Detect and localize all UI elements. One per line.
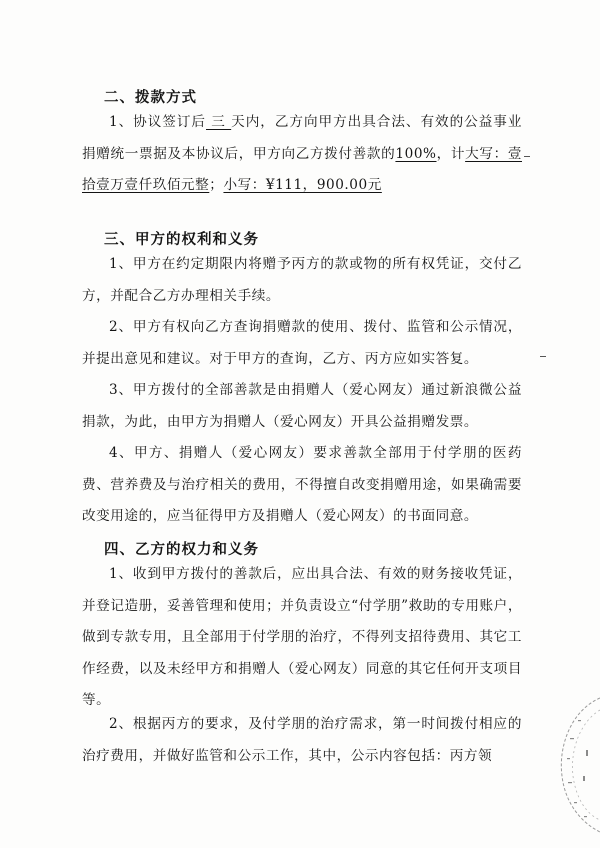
clause-3-1-text: 1、甲方在约定期限内将赠予丙方的款或物的所有权凭证，交付乙方，并配合乙方办理相关手续。 xyxy=(82,256,522,304)
section-2-paragraph-1 xyxy=(82,107,522,202)
clause-4-1-text: 1、收到甲方拨付的善款后，应出具合法、有效的财务接收凭证，并登记造册，妥善管理和使用；并负责设立“付学朋”救助的专用账户，做到专款专用，且全部用于付学朋的治疗，不得列支招待费用、其它工作经费，以及未经甲方和捐赠人（爱心网友）同意的其它任何开支项目等。 xyxy=(82,566,522,708)
section-4-paragraph-1 xyxy=(82,559,522,717)
days-blank: 三 xyxy=(206,114,232,130)
clause-3-4-text: 4、甲方、捐赠人（爱心网友）要求善款全部用于付学朋的医药费、营养费及与治疗相关的费用，不得擅自改变捐赠用途，如果确需要改变用途的，应当征得甲方及捐赠人（爱心网友）的书面同意。 xyxy=(82,445,522,524)
percent-value: 100% xyxy=(395,145,437,162)
scan-mark xyxy=(524,156,530,157)
section-4-heading: 四、乙方的权力和义务 xyxy=(104,541,259,558)
section-4-paragraph-2 xyxy=(82,709,522,772)
section-2-heading: 二、拨款方式 xyxy=(104,89,197,106)
clause-2-1-sep2: ； xyxy=(209,177,224,193)
clause-4-2-text: 2、根据丙方的要求，及付学朋的治疗需求，第一时间拨付相应的治疗费用，并做好监管和公示工作，其中，公示内容包括：丙方领 xyxy=(82,716,522,764)
section-3-paragraph-1 xyxy=(82,249,522,312)
section-3-paragraph-4 xyxy=(82,438,522,533)
amount-lowercase: 小写：¥111，900.00元 xyxy=(223,177,382,193)
section-3-heading: 三、甲方的权利和义务 xyxy=(104,231,259,248)
section-3-paragraph-3 xyxy=(82,375,522,438)
clause-3-3-text: 3、甲方拨付的全部善款是由捐赠人（爱心网友）通过新浪微公益捐款，为此，由甲方为捐赠人（爱心网友）开具公益捐赠发票。 xyxy=(82,382,522,430)
scan-mark xyxy=(540,356,546,357)
seal-fragment-icon xyxy=(550,690,600,840)
clause-2-1-mid: 天内，乙方向甲方出具合法、有效的公益事业捐赠统一票据及本协议后，甲方向乙方拨付善款的 xyxy=(82,114,523,162)
clause-2-1-pre: 1、协议签订后 xyxy=(109,114,206,130)
clause-2-1-sep: ，计 xyxy=(436,145,466,162)
clause-3-2-text: 2、甲方有权向乙方查询捐赠款的使用、拨付、监管和公示情况，并提出意见和建议。对于甲方的查询，乙方、丙方应如实答复。 xyxy=(82,319,522,367)
amount-uppercase: 大写：壹拾壹万壹仟玖佰元整 xyxy=(82,145,522,193)
section-3-paragraph-2 xyxy=(82,312,522,375)
